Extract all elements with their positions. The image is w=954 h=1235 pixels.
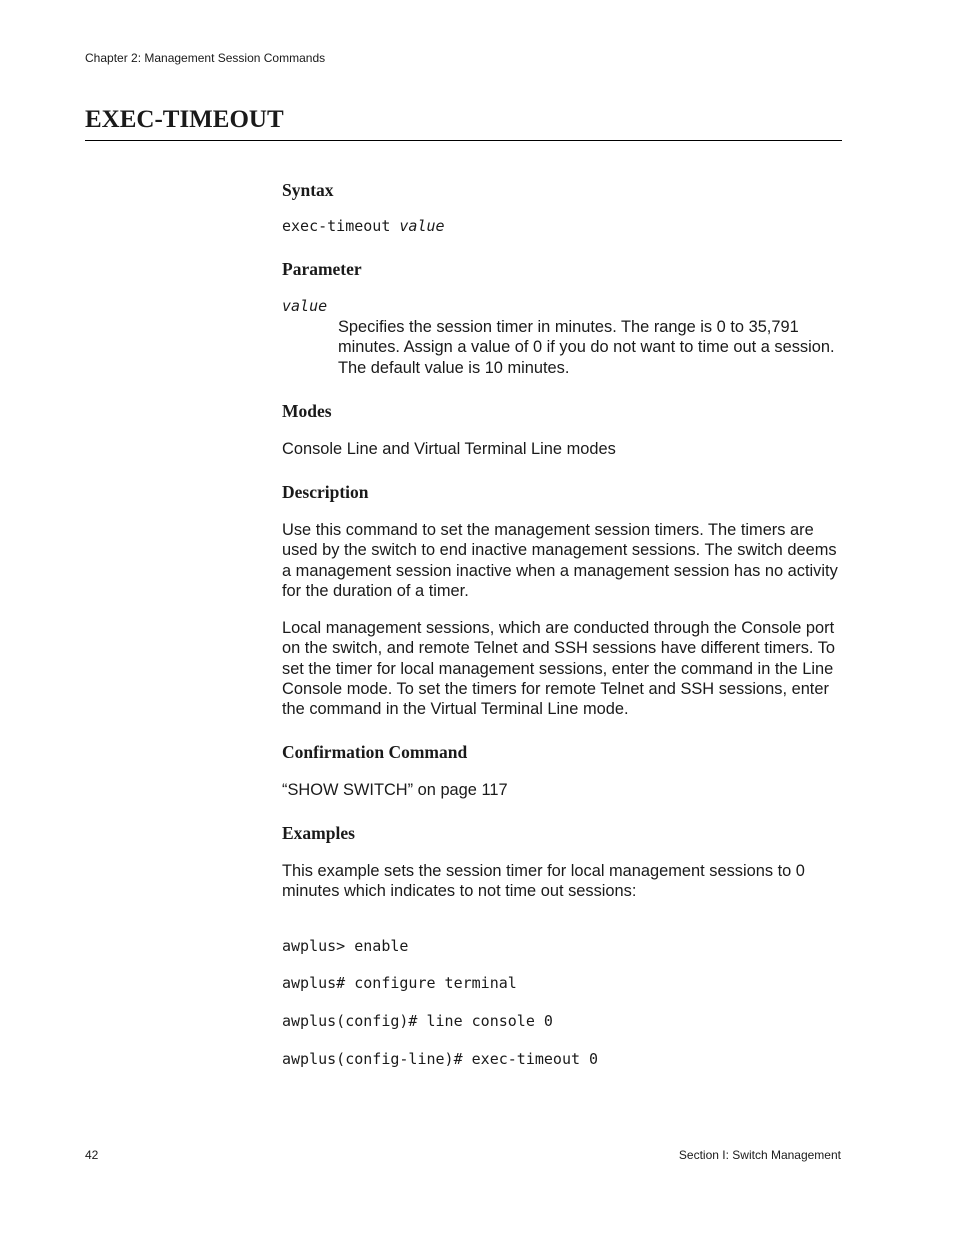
syntax-line [282, 217, 445, 235]
confirmation-heading: Confirmation Command [282, 742, 468, 762]
examples-heading: Examples [282, 823, 355, 843]
title-rule [85, 140, 842, 141]
running-head: Chapter 2: Management Session Commands [85, 51, 326, 65]
example-code-block [282, 918, 598, 1087]
syntax-heading: Syntax [282, 180, 334, 200]
parameter-name: value [282, 297, 328, 315]
parameter-description: Specifies the session timer in minutes. The range is 0 to 35,791 minutes. Assign a value of 0 if you do not want to time out a session. The default value is 10 minutes. [338, 318, 835, 377]
syntax-argument: value [399, 217, 445, 235]
code-line: awplus> enable [282, 936, 409, 955]
page-number: 42 [85, 1148, 99, 1162]
description-paragraph-1: Use this command to set the management session timers. The timers are used by the switch to end inactive management sessions. The switch deems a management session inactive when a management session has no activity for the duration of a timer. [282, 521, 838, 600]
syntax-command: exec-timeout [282, 217, 391, 235]
code-line: awplus(config-line)# exec-timeout 0 [282, 1049, 599, 1068]
section-title: Section I: Switch Management [678, 1148, 841, 1162]
page-title: EXEC-TIMEOUT [85, 106, 284, 133]
parameter-heading: Parameter [282, 259, 362, 279]
description-heading: Description [282, 482, 369, 502]
modes-text: Console Line and Virtual Terminal Line modes [282, 440, 616, 458]
confirmation-link[interactable]: “SHOW SWITCH” on page 117 [282, 781, 508, 799]
description-paragraph-2: Local management sessions, which are conducted through the Console port on the switch, and remote Telnet and SSH sessions have different timers. To set the timer for local management sessions, enter the command in the Line Console mode. To set the timers for remote Telnet and SSH sessions, enter the command in the Virtual Terminal Line mode. [282, 619, 836, 719]
examples-intro: This example sets the session timer for local management sessions to 0 minutes which indicates to not time out sessions: [282, 862, 805, 901]
code-line: awplus(config)# line console 0 [282, 1011, 553, 1030]
modes-heading: Modes [282, 401, 332, 421]
code-line: awplus# configure terminal [282, 974, 517, 993]
